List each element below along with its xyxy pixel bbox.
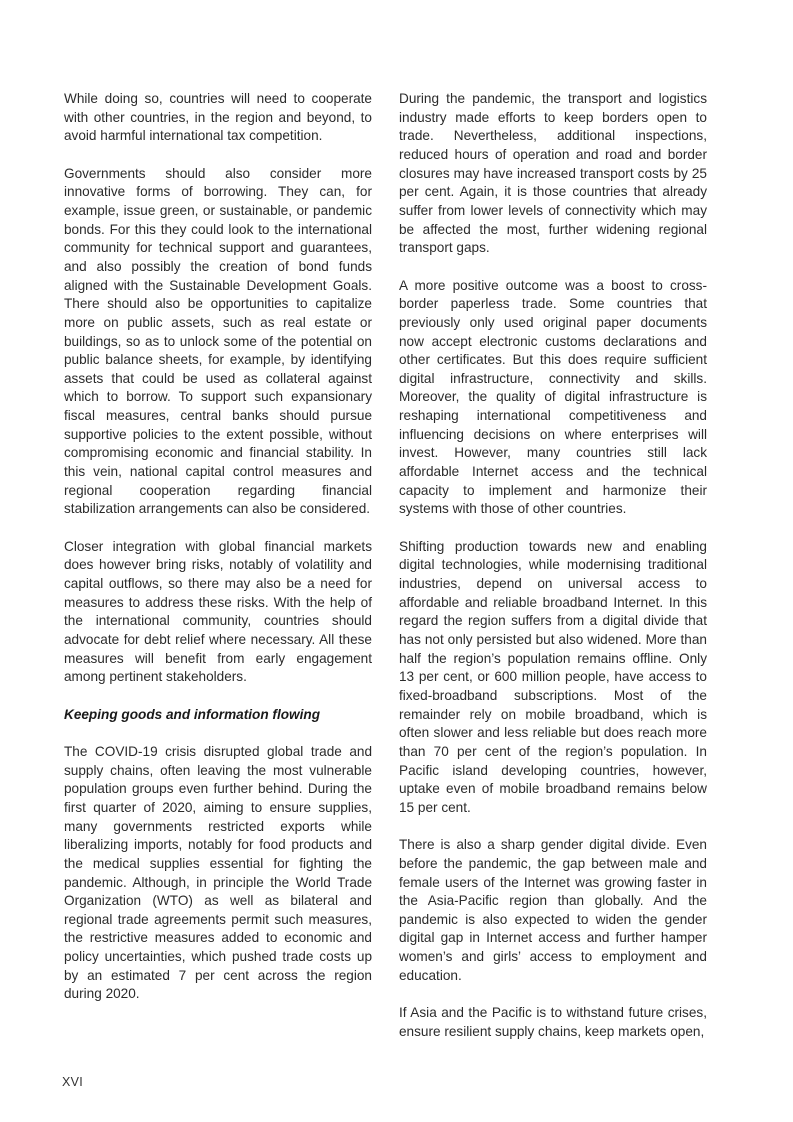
paragraph-digital-divide: Shifting production towards new and enabling digital technologies, while modernising traditional industries, depend on universal access to affordable and reliable broadband Internet. In this regard the region suffers from a digital divide that has not only persisted but also widened. More than half the region’s population remains offline. Only 13 per cent, or 600 million people, have access to fixed-broadband subscriptions. Most of the remainder rely on mobile broadband, which is often slower and less reliable but does reach more than 70 per cent of the region’s population. In Pacific island developing countries, however, uptake even of mobile broadband remains below 15 per cent. [399, 538, 707, 815]
paragraph-transport-logistics: During the pandemic, the transport and logistics industry made efforts to keep borders open to trade. Nevertheless, additional inspections, reduced hours of operation and road and border closures may have increased transport costs by 25 per cent. Again, it is those countries that already suffer from lower levels of connectivity which may be affected the most, further widening regional transport gaps. [399, 91, 707, 256]
paragraph-gender-digital-divide: There is also a sharp gender digital divide. Even before the pandemic, the gap between male and female users of the Internet was growing faster in the Asia-Pacific region than globally. And the pandemic is also expected to widen the gender digital gap in Internet access and further hamper women’s and girls’ access to employment and education. [399, 837, 707, 983]
section-heading: Keeping goods and information flowing [64, 706, 320, 722]
page-number: XVI [62, 1075, 84, 1089]
paragraph-future-crises: If Asia and the Pacific is to withstand future crises, ensure resilient supply chains, keep markets open, [399, 1005, 707, 1039]
paragraph-financial-integration-risks: Closer integration with global financial markets does however bring risks, notably of volatility and capital outflows, so there may also be a need for measures to address these risks. With the help of the international community, countries should advocate for debt relief where necessary. All these measures will benefit from early engagement among pertinent stakeholders. [64, 538, 372, 685]
left-column [64, 90, 372, 1023]
paragraph-trade-disruption: The COVID-19 crisis disrupted global trade and supply chains, often leaving the most vulnerable population groups even further behind. During the first quarter of 2020, aiming to ensure supplies, many governments restricted exports while liberalizing imports, notably for food products and the medical supplies essential for fighting the pandemic. Although, in principle the World Trade Organization (WTO) as well as bilateral and regional trade agreements permit such measures, the restrictive measures added to economic and policy uncertainties, which pushed trade costs up by an estimated 7 per cent across the region during 2020. [64, 743, 372, 1002]
paragraph-paperless-trade: A more positive outcome was a boost to cross-border paperless trade. Some countries that previously only used original paper documents now accept electronic customs declarations and other certificates. But this does require sufficient digital infrastructure, connectivity and skills. Moreover, the quality of digital infrastructure is reshaping international competitiveness and influencing decisions on where enterprises will invest. However, many countries still lack affordable Internet access and the technical capacity to implement and harmonize their systems with those of other countries. [399, 277, 707, 517]
paragraph-tax-cooperation: While doing so, countries will need to cooperate with other countries, in the region and beyond, to avoid harmful international tax competition. [64, 91, 372, 144]
paragraph-innovative-borrowing: Governments should also consider more innovative forms of borrowing. They can, for example, issue green, or sustainable, or pandemic bonds. For this they could look to the international community for technical support and guarantees, and also possibly the creation of bond funds aligned with the Sustainable Development Goals. There should also be opportunities to capitalize more on public assets, such as real estate or buildings, so as to unlock some of the potential on public balance sheets, for example, by identifying assets that could be used as collateral against which to borrow. To support such expansionary fiscal measures, central banks should pursue supportive policies to the extent possible, without compromising economic and financial stability. In this vein, national capital control measures and regional cooperation regarding financial stabilization arrangements can also be considered. [64, 165, 372, 517]
right-column [399, 90, 707, 1060]
